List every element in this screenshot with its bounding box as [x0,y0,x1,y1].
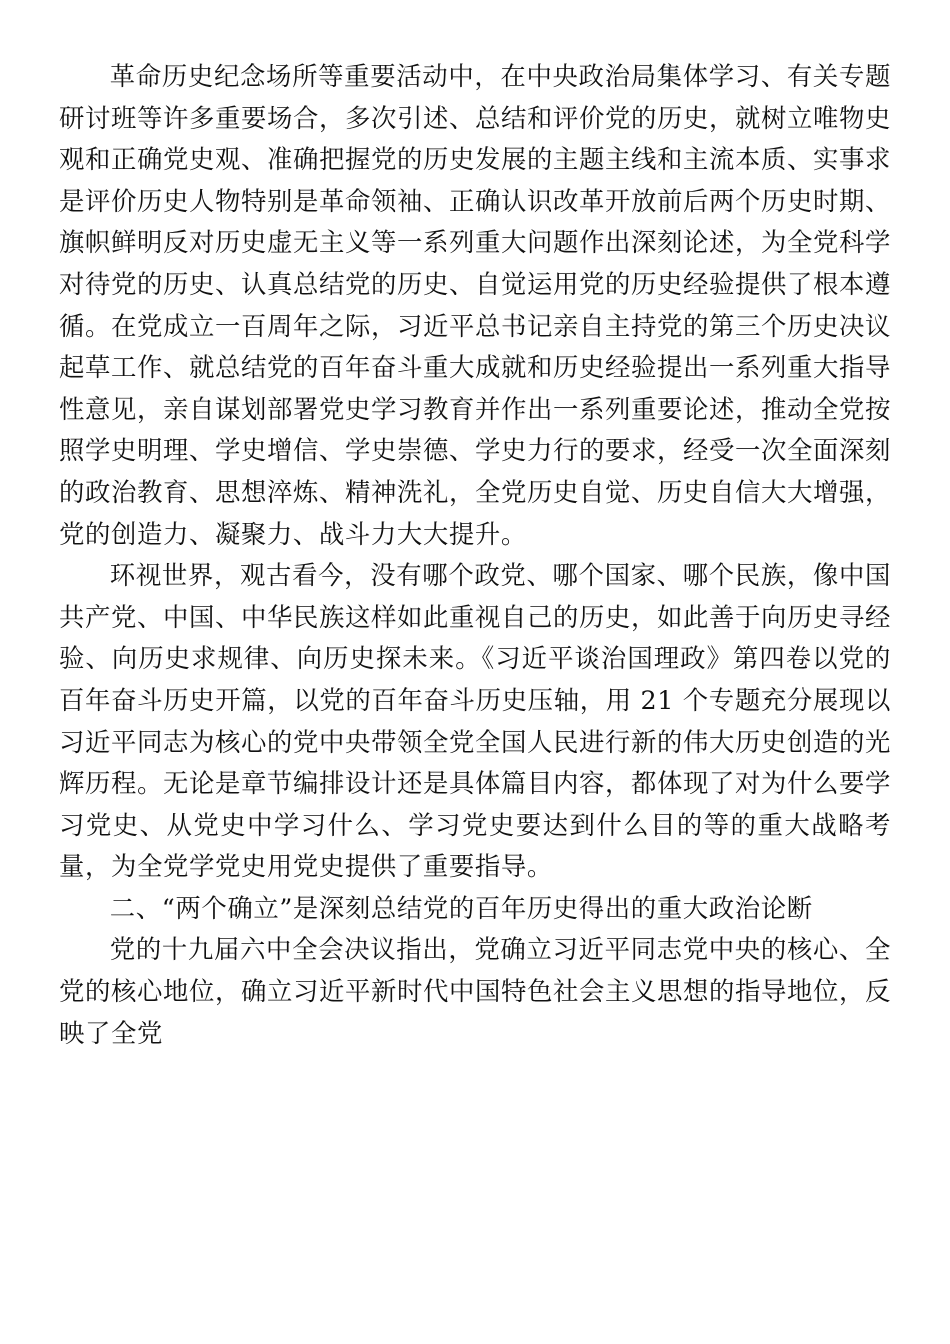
section-heading: 二、“两个确立”是深刻总结党的百年历史得出的重大政治论断 [109,892,813,923]
paragraph-resolution: 党的十九届六中全会决议指出，党确立习近平同志党中央的核心、全党的核心地位，确立习近平新时代中国特色社会主义思想的指导地位，反映了全党 [59,934,891,1048]
paragraph-world-view: 环视世界，观古看今，没有哪个政党、哪个国家、哪个民族，像中国共产党、中国、中华民族这样如此重视自己的历史，如此善于向历史寻经验、向历史求规律、向历史探未来。《习近平谈治国理政》第四卷以党的百年奋斗历史开篇，以党的百年奋斗历史压轴，用 21 个专题充分展现以习近平同志为核心的党中央带领全党全国人民进行新的伟大历史创造的光辉历程。无论是章节编排设计还是具体篇目内容，都体现了对为什么要学习党史、从党史中学习什么、学习党史要达到什么目的等的重大战略考量，为全党学党史用党史提供了重要指导。 [59,560,891,882]
document-body [59,56,891,1054]
paragraph-history-review: 革命历史纪念场所等重要活动中，在中央政治局集体学习、有关专题研讨班等许多重要场合，多次引述、总结和评价党的历史，就树立唯物史观和正确党史观、准确把握党的历史发展的主题主线和主流本质、实事求是评价历史人物特别是革命领袖、正确认识改革开放前后两个历史时期、旗帜鲜明反对历史虚无主义等一系列重大问题作出深刻论述，为全党科学对待党的历史、认真总结党的历史、自觉运用党的历史经验提供了根本遵循。在党成立一百周年之际，习近平总书记亲自主持党的第三个历史决议起草工作、就总结党的百年奋斗重大成就和历史经验提出一系列重大指导性意见，亲自谋划部署党史学习教育并作出一系列重要论述，推动全党按照学史明理、学史增信、学史崇德、学史力行的要求，经受一次全面深刻的政治教育、思想淬炼、精神洗礼，全党历史自觉、历史自信大大增强，党的创造力、凝聚力、战斗力大大提升。 [59,61,891,549]
